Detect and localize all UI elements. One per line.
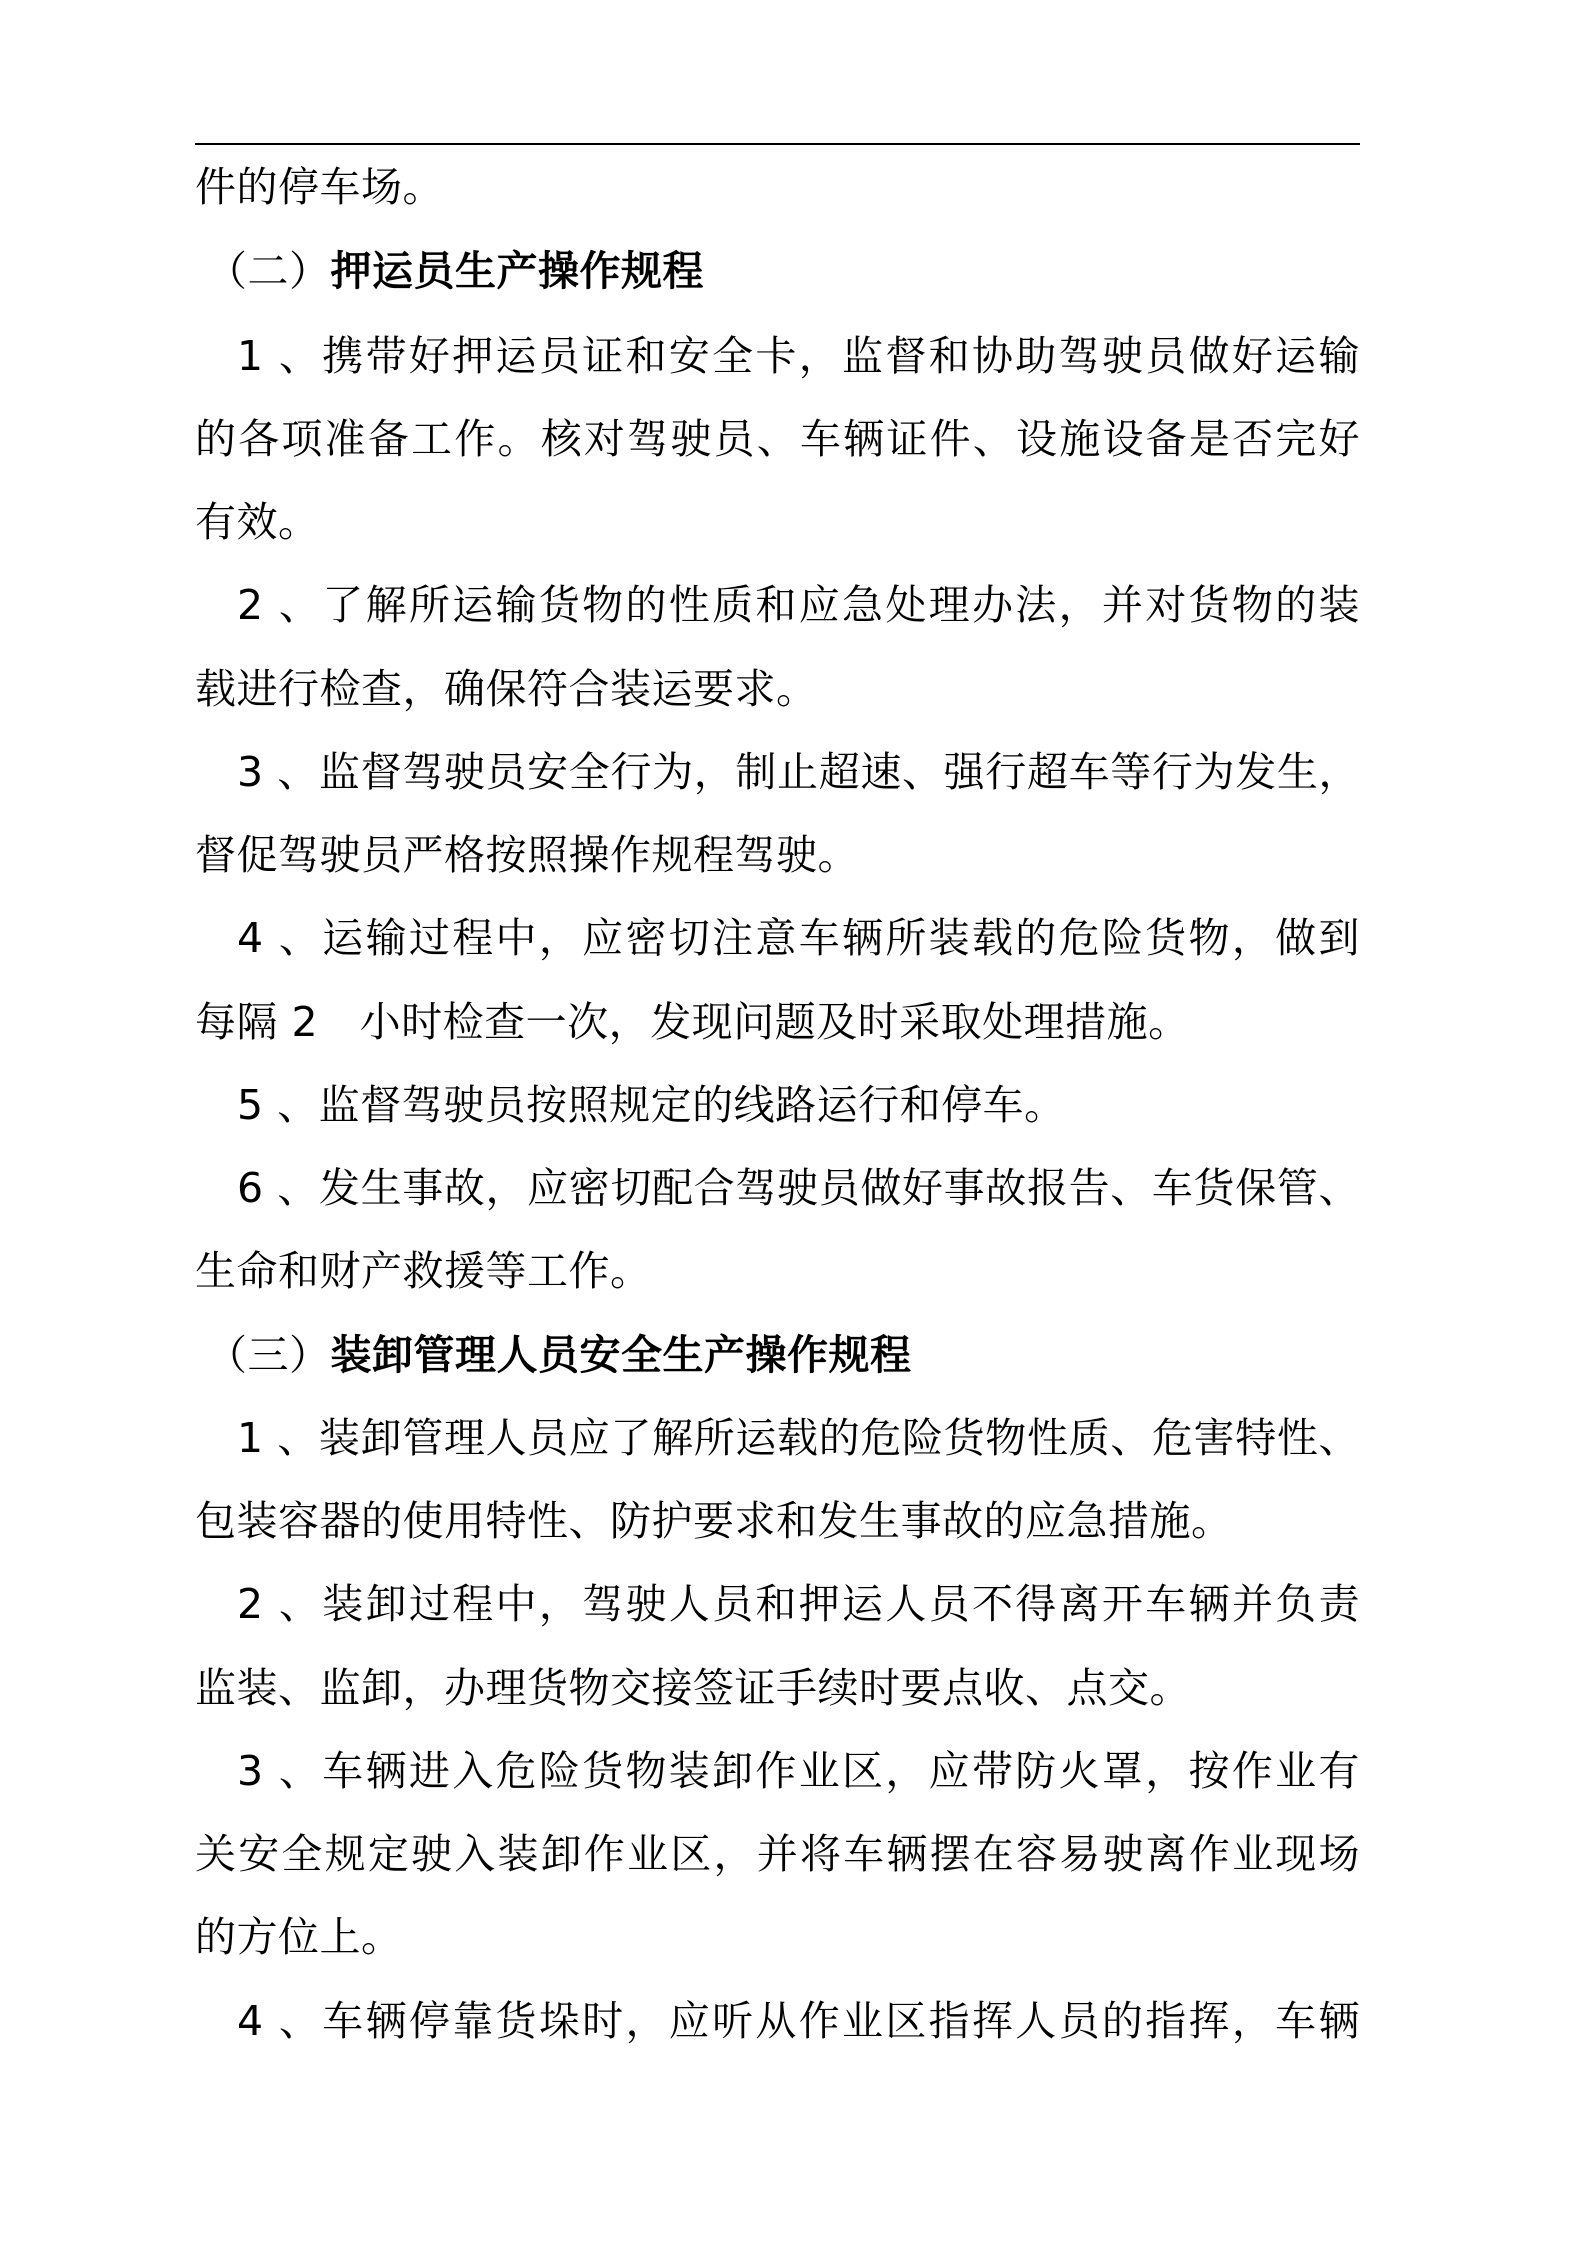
paragraph-line: 的方位上。: [195, 1913, 403, 1961]
paragraph-line: 有效。: [195, 498, 320, 546]
paragraph-line: 4 、运输过程中，应密切注意车辆所装载的危险货物，做到: [237, 914, 1360, 962]
paragraph-line: 3 、车辆进入危险货物装卸作业区，应带防火罩，按作业有: [237, 1747, 1360, 1795]
paragraph-line: 5 、监督驾驶员按照规定的线路运行和停车。: [237, 1081, 1066, 1129]
section-heading-title: 装卸管理人员安全生产操作规程: [330, 1331, 912, 1379]
section-heading-title: 押运员生产操作规程: [330, 247, 704, 295]
paragraph-line: 包装容器的使用特性、防护要求和发生事故的应急措施。: [195, 1497, 1233, 1545]
paragraph-line: 每隔 2 小时检查一次，发现问题及时采取处理措施。: [195, 998, 1190, 1046]
paragraph-line: 督促驾驶员严格按照操作规程驾驶。: [195, 831, 859, 879]
section-heading-number: （二）: [206, 247, 331, 295]
paragraph-line: 2 、装卸过程中，驾驶人员和押运人员不得离开车辆并负责: [237, 1580, 1360, 1628]
section-heading: [206, 1330, 1360, 1380]
paragraph-line: 件的停车场。: [195, 163, 444, 211]
paragraph-line: 载进行检查，确保符合装运要求。: [195, 665, 818, 713]
header-rule: [195, 143, 1360, 145]
paragraph-line: 3 、监督驾驶员安全行为，制止超速、强行超车等行为发生，: [237, 748, 1360, 796]
paragraph-line: 的各项准备工作。核对驾驶员、车辆证件、设施设备是否完好: [195, 415, 1360, 463]
paragraph-line: 生命和财产救援等工作。: [195, 1247, 652, 1295]
paragraph-line: 关安全规定驶入装卸作业区，并将车辆摆在容易驶离作业现场: [195, 1830, 1360, 1878]
paragraph-line: 1 、携带好押运员证和安全卡，监督和协助驾驶员做好运输: [237, 332, 1360, 380]
paragraph-line: 1 、装卸管理人员应了解所运载的危险货物性质、危害特性、: [237, 1414, 1360, 1462]
paragraph-line: 2 、了解所运输货物的性质和应急处理办法，并对货物的装: [237, 581, 1360, 629]
section-heading: [206, 246, 1360, 296]
paragraph-line: 6 、发生事故，应密切配合驾驶员做好事故报告、车货保管、: [237, 1164, 1360, 1212]
section-heading-number: （三）: [206, 1331, 331, 1379]
paragraph-line: 4 、车辆停靠货垛时，应听从作业区指挥人员的指挥，车辆: [237, 1997, 1360, 2045]
paragraph-line: 监装、监卸，办理货物交接签证手续时要点收、点交。: [195, 1664, 1191, 1712]
